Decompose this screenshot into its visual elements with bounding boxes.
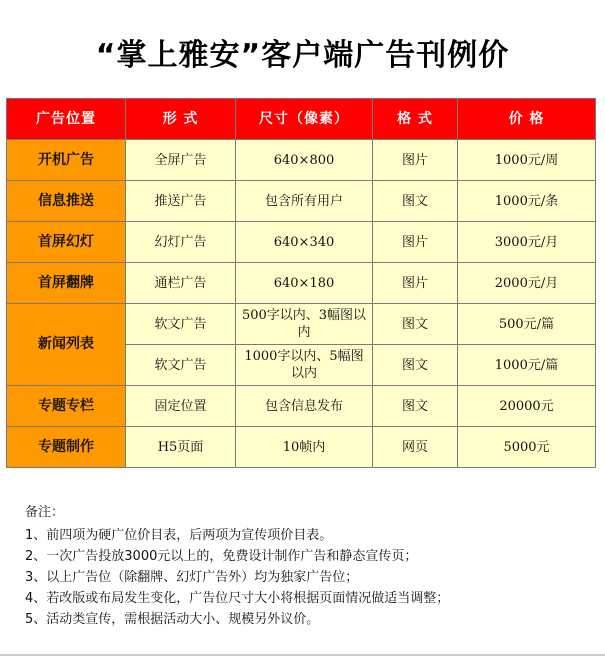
header-position: 广告位置 bbox=[7, 99, 126, 140]
cell-price: 1000元/周 bbox=[458, 140, 596, 181]
table-row bbox=[7, 386, 596, 427]
cell-position: 专题专栏 bbox=[7, 386, 126, 427]
cell-price: 3000元/月 bbox=[458, 222, 596, 263]
note-line: 1、前四项为硬广位价目表，后两项为宣传项价目表。 bbox=[25, 528, 333, 543]
cell-format: 网页 bbox=[373, 427, 458, 468]
cell-size: 640×800 bbox=[236, 140, 373, 181]
cell-price: 1000元/篇 bbox=[458, 345, 596, 386]
cell-form: 软文广告 bbox=[126, 345, 236, 386]
cell-format: 图片 bbox=[373, 222, 458, 263]
cell-size: 包含所有用户 bbox=[236, 181, 373, 222]
table-row bbox=[7, 304, 596, 345]
cell-form: 固定位置 bbox=[126, 386, 236, 427]
cell-size: 包含信息发布 bbox=[236, 386, 373, 427]
table-row bbox=[7, 222, 596, 263]
cell-price: 20000元 bbox=[458, 386, 596, 427]
table-row bbox=[7, 181, 596, 222]
cell-form: 软文广告 bbox=[126, 304, 236, 345]
pricing-table bbox=[6, 98, 596, 468]
cell-position: 首屏翻牌 bbox=[7, 263, 126, 304]
note-line: 5、活动类宣传，需根据活动大小、规模另外议价。 bbox=[25, 612, 320, 627]
header-size: 尺寸（像素） bbox=[236, 99, 373, 140]
cell-format: 图文 bbox=[373, 304, 458, 345]
table-row bbox=[7, 140, 596, 181]
bottom-divider bbox=[0, 654, 605, 656]
cell-form: 推送广告 bbox=[126, 181, 236, 222]
table-header-row bbox=[7, 99, 596, 140]
cell-format: 图文 bbox=[373, 345, 458, 386]
cell-price: 2000元/月 bbox=[458, 263, 596, 304]
cell-form: 幻灯广告 bbox=[126, 222, 236, 263]
cell-size: 640×180 bbox=[236, 263, 373, 304]
cell-price: 500元/篇 bbox=[458, 304, 596, 345]
cell-position: 新闻列表 bbox=[7, 304, 126, 386]
header-price: 价 格 bbox=[458, 99, 596, 140]
cell-form: 通栏广告 bbox=[126, 263, 236, 304]
cell-size: 1000字以内、5幅图以内 bbox=[236, 345, 373, 386]
cell-size: 500字以内、3幅图以内 bbox=[236, 304, 373, 345]
cell-format: 图片 bbox=[373, 263, 458, 304]
header-form: 形 式 bbox=[126, 99, 236, 140]
cell-size: 640×340 bbox=[236, 222, 373, 263]
cell-price: 1000元/条 bbox=[458, 181, 596, 222]
cell-form: 全屏广告 bbox=[126, 140, 236, 181]
page-title: “掌上雅安”客户端广告刊例价 bbox=[95, 38, 510, 73]
notes-title: 备注： bbox=[25, 505, 65, 520]
table-row bbox=[7, 427, 596, 468]
cell-position: 专题制作 bbox=[7, 427, 126, 468]
cell-price: 5000元 bbox=[458, 427, 596, 468]
cell-format: 图文 bbox=[373, 181, 458, 222]
note-line: 3、以上广告位（除翻牌、幻灯广告外）均为独家广告位； bbox=[25, 570, 359, 585]
cell-size: 10帧内 bbox=[236, 427, 373, 468]
cell-position: 信息推送 bbox=[7, 181, 126, 222]
header-format: 格 式 bbox=[373, 99, 458, 140]
table-row bbox=[7, 263, 596, 304]
cell-position: 开机广告 bbox=[7, 140, 126, 181]
cell-form: H5页面 bbox=[126, 427, 236, 468]
cell-format: 图片 bbox=[373, 140, 458, 181]
cell-format: 图文 bbox=[373, 386, 458, 427]
notes-section bbox=[25, 502, 590, 630]
note-line: 4、若改版或布局发生变化，广告位尺寸大小将根据页面情况做适当调整； bbox=[25, 591, 450, 606]
note-line: 2、一次广告投放3000元以上的，免费设计制作广告和静态宣传页； bbox=[25, 549, 418, 564]
cell-position: 首屏幻灯 bbox=[7, 222, 126, 263]
